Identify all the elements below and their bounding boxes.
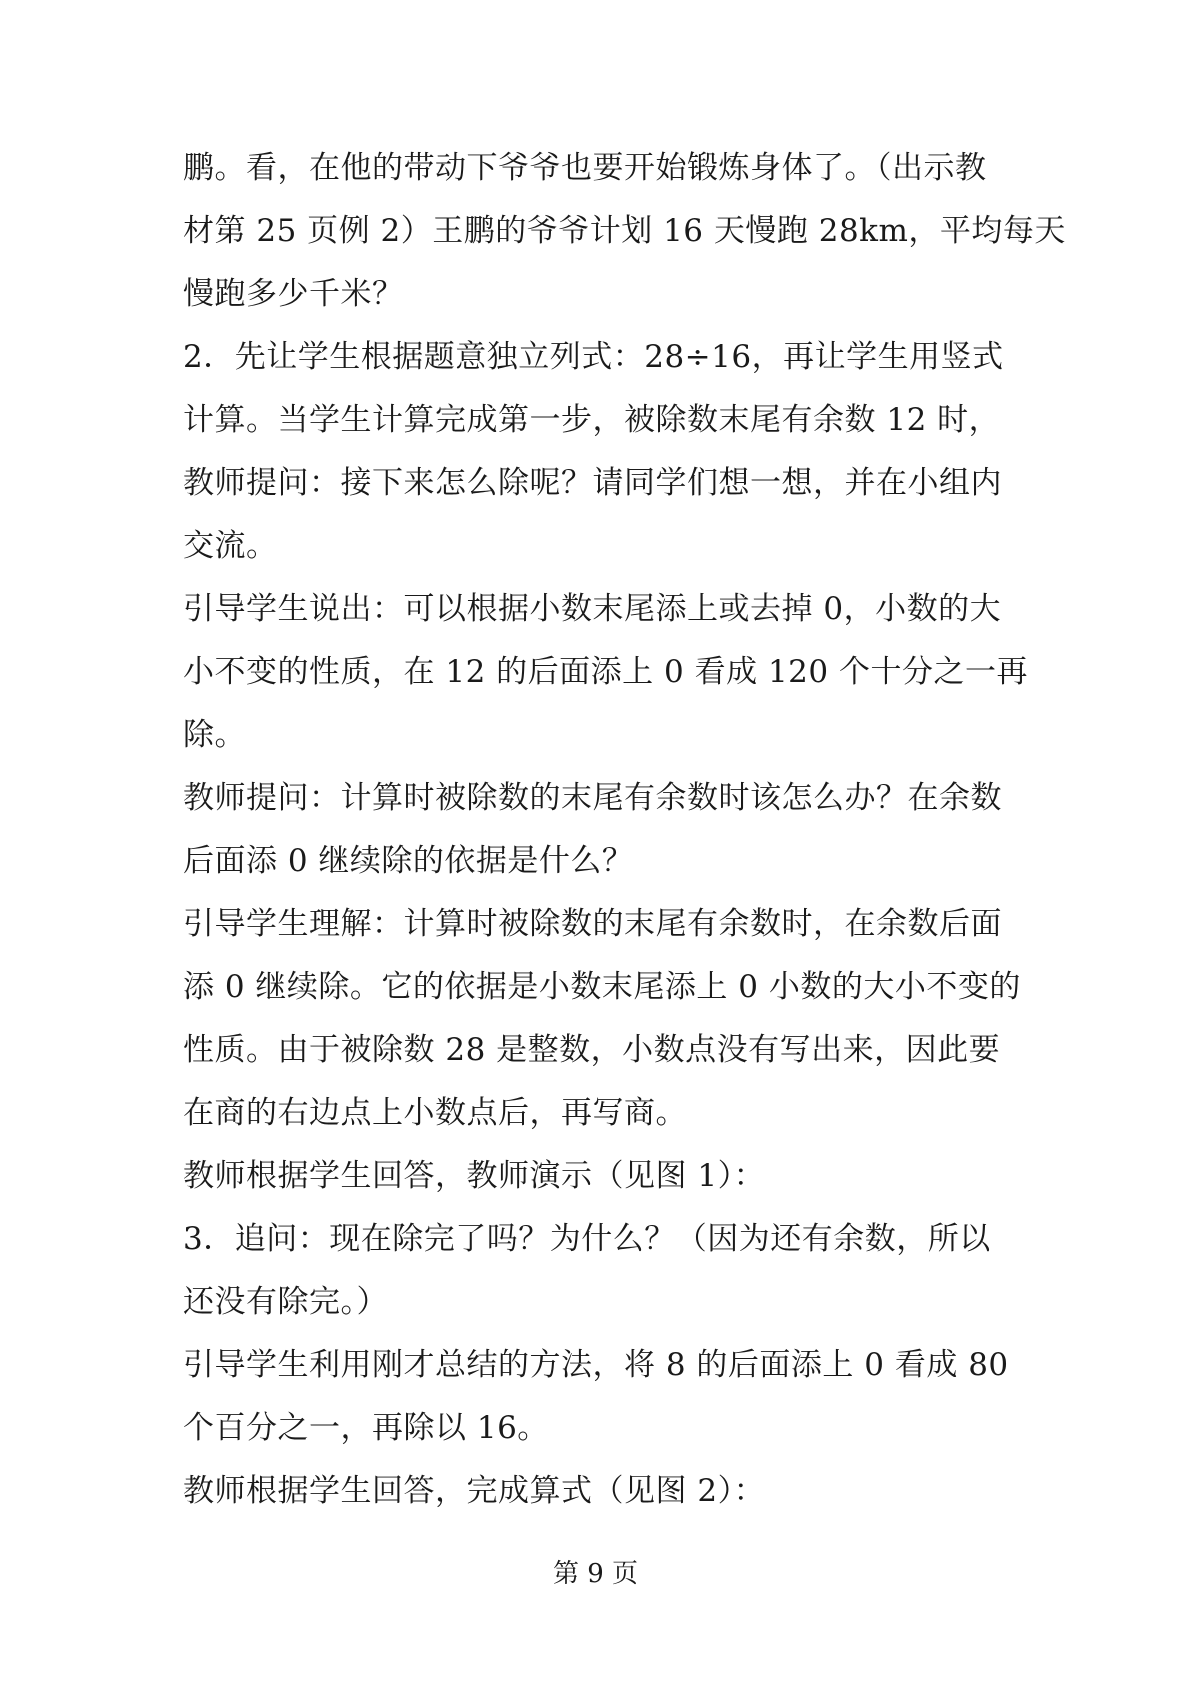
text-line: 教师提问：计算时被除数的末尾有余数时该怎么办？在余数: [183, 780, 1002, 816]
document-body: [183, 137, 1066, 1523]
text-line: 教师根据学生回答，完成算式（见图 2）：: [183, 1473, 766, 1509]
text-line: 在商的右边点上小数点后，再写商。: [183, 1095, 687, 1131]
text-line: 交流。: [183, 528, 278, 564]
text-line: 教师根据学生回答，教师演示（见图 1）：: [183, 1158, 766, 1194]
text-line: 添 0 继续除。它的依据是小数末尾添上 0 小数的大小不变的: [183, 969, 1021, 1005]
text-line: 性质。由于被除数 28 是整数，小数点没有写出来，因此要: [183, 1032, 1001, 1068]
text-line: 还没有除完。）: [183, 1284, 388, 1320]
text-line: 2．先让学生根据题意独立列式：28÷16，再让学生用竖式: [183, 339, 1004, 375]
text-line: 慢跑多少千米？: [183, 276, 404, 312]
text-line: 个百分之一，再除以 16。: [183, 1410, 549, 1446]
text-line: 3．追问：现在除完了吗？为什么？（因为还有余数，所以: [183, 1221, 991, 1257]
text-line: 引导学生利用刚才总结的方法，将 8 的后面添上 0 看成 80: [183, 1347, 1009, 1383]
text-line: 引导学生理解：计算时被除数的末尾有余数时，在余数后面: [183, 906, 1002, 942]
text-line: 材第 25 页例 2）王鹏的爷爷计划 16 天慢跑 28km，平均每天: [183, 213, 1066, 249]
text-line: 小不变的性质，在 12 的后面添上 0 看成 120 个十分之一再: [183, 654, 1028, 690]
text-line: 教师提问：接下来怎么除呢？请同学们想一想，并在小组内: [183, 465, 1002, 501]
text-line: 后面添 0 继续除的依据是什么？: [183, 843, 634, 879]
page-number: 第 9 页: [552, 1559, 639, 1589]
text-line: 鹏。看，在他的带动下爷爷也要开始锻炼身体了。（出示教: [183, 150, 987, 186]
text-line: 引导学生说出：可以根据小数末尾添上或去掉 0，小数的大: [183, 591, 1002, 627]
text-line: 除。: [183, 717, 246, 753]
text-line: 计算。当学生计算完成第一步，被除数末尾有余数 12 时，: [183, 402, 1001, 438]
